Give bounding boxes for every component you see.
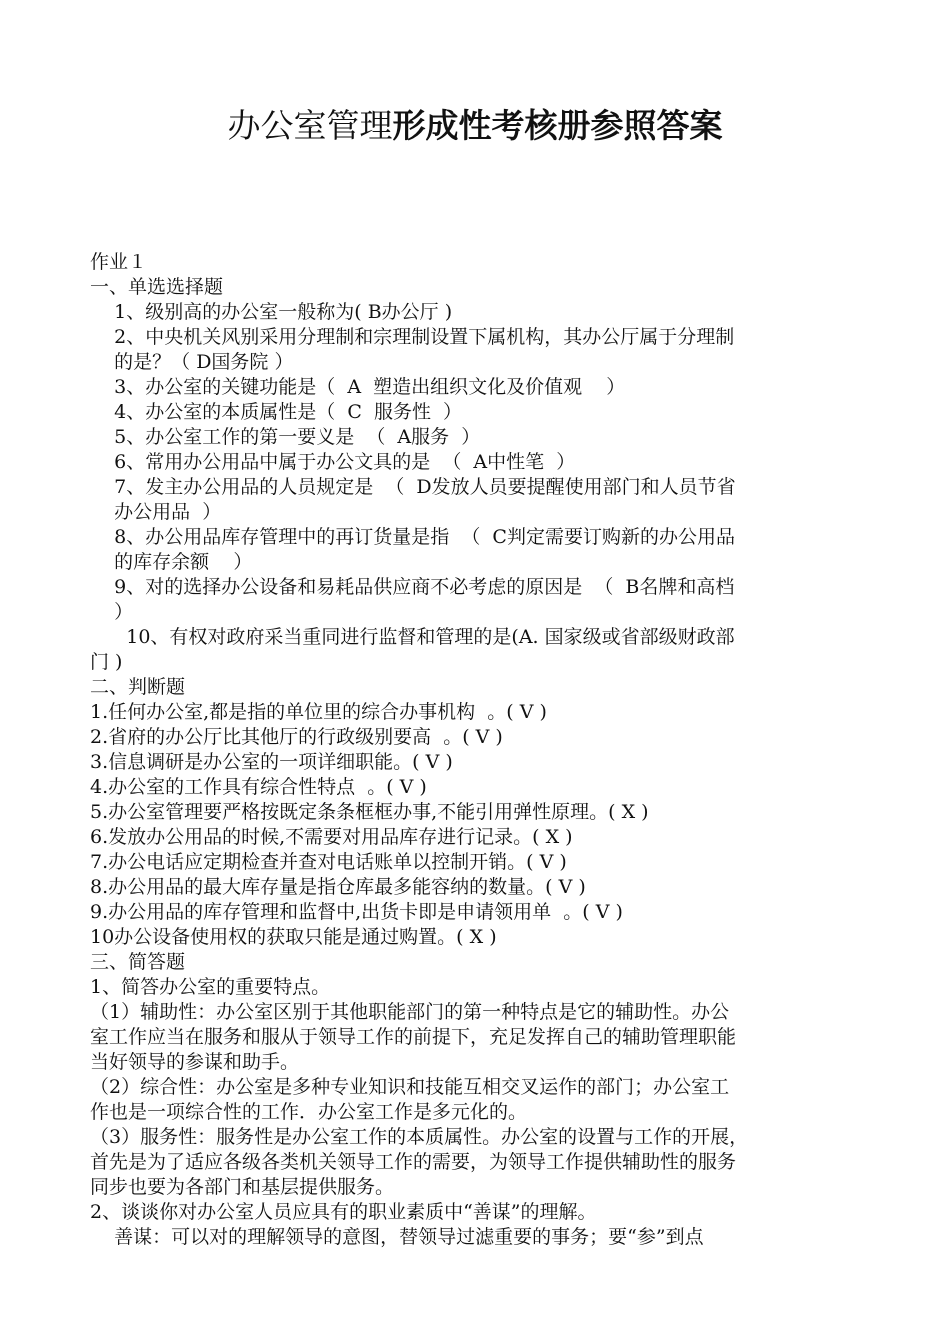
text-line: 9.办公用品的库存管理和监督中,出货卡即是申请领用单 。( V ) — [90, 901, 623, 923]
text-line: 善谋：可以对的理解领导的意图，替领导过滤重要的事务；要“参”到点 — [90, 1226, 704, 1248]
text-line: 当好领导的参谋和助手。 — [90, 1051, 300, 1073]
text-line: 室工作应当在服务和服从于领导工作的前提下，充足发挥自己的辅助管理职能 — [90, 1026, 737, 1048]
text-line: 4、办公室的本质属性是（ C 服务性 ） — [90, 401, 463, 423]
text-line: 作业１ — [90, 251, 148, 273]
text-line: 三、简答题 — [90, 951, 186, 973]
text-line: 6、常用办公用品中属于办公文具的是 （ A中性笔 ） — [90, 451, 576, 473]
text-line: 8.办公用品的最大库存量是指仓库最多能容纳的数量。( V ) — [90, 876, 586, 898]
text-line: 一、单选选择题 — [90, 276, 224, 298]
text-line: ） — [90, 601, 134, 623]
text-line: 2、中央机关风别采用分理制和宗理制设置下属机构，其办公厅属于分理制 — [90, 326, 735, 348]
text-line: （1）辅助性：办公室区别于其他职能部门的第一种特点是它的辅助性。办公 — [90, 1001, 730, 1023]
text-line: 1、级别高的办公室一般称为( B办公厅 ) — [90, 301, 453, 323]
text-line: 作也是一项综合性的工作．办公室工作是多元化的。 — [90, 1101, 528, 1123]
text-line: 3.信息调研是办公室的一项详细职能。( V ) — [90, 751, 453, 773]
document-body — [90, 250, 880, 1250]
document-title — [0, 104, 950, 148]
text-line: 同步也要为各部门和基层提供服务。 — [90, 1176, 395, 1198]
text-line: 的是？（ D国务院 ） — [90, 351, 294, 373]
title-regular-part: 办公室管理 — [227, 106, 393, 145]
text-line: 办公用品 ） — [90, 501, 222, 523]
text-line: 8、办公用品库存管理中的再订货量是指 （ C判定需要订购新的办公用品 — [90, 526, 735, 548]
text-line: 4.办公室的工作具有综合性特点 。( V ) — [90, 776, 427, 798]
text-line: 的库存余额 ） — [90, 551, 253, 573]
text-line: 2.省府的办公厅比其他厅的行政级别要高 。( V ) — [90, 726, 503, 748]
text-line: 二、判断题 — [90, 676, 186, 698]
text-line: 5、办公室工作的第一要义是 （ A服务 ） — [90, 426, 481, 448]
text-line: 3、办公室的关键功能是（ A 塑造出组织文化及价值观 ） — [90, 376, 626, 398]
text-line: 首先是为了适应各级各类机关领导工作的需要，为领导工作提供辅助性的服务 — [90, 1151, 737, 1173]
text-line: 2、谈谈你对办公室人员应具有的职业素质中“善谋”的理解。 — [90, 1201, 597, 1223]
text-line: 1.任何办公室,都是指的单位里的综合办事机构 。( V ) — [90, 701, 547, 723]
text-line: 6.发放办公用品的时候,不需要对用品库存进行记录。( X ) — [90, 826, 573, 848]
text-line: 门 ) — [90, 651, 123, 673]
title-bold-part: 形成性考核册参照答案 — [392, 106, 723, 145]
text-line: 10、有权对政府采当重同进行监督和管理的是(A. 国家级或省部级财政部 — [90, 626, 735, 648]
text-line: 10办公设备使用权的获取只能是通过购置。( X ) — [90, 926, 497, 948]
text-line: （2）综合性：办公室是多种专业知识和技能互相交叉运作的部门；办公室工 — [90, 1076, 730, 1098]
text-line: 5.办公室管理要严格按既定条条框框办事,不能引用弹性原理。( X ) — [90, 801, 649, 823]
text-line: 7.办公电话应定期检查并查对电话账单以控制开销。( V ) — [90, 851, 567, 873]
text-line: 1、简答办公室的重要特点。 — [90, 976, 331, 998]
text-line: 7、发主办公用品的人员规定是 （ D发放人员要提醒使用部门和人员节省 — [90, 476, 736, 498]
text-line: （3）服务性：服务性是办公室工作的本质属性。办公室的设置与工作的开展， — [90, 1126, 749, 1148]
text-line: 9、对的选择办公设备和易耗品供应商不必考虑的原因是 （ B名牌和高档 — [90, 576, 735, 598]
